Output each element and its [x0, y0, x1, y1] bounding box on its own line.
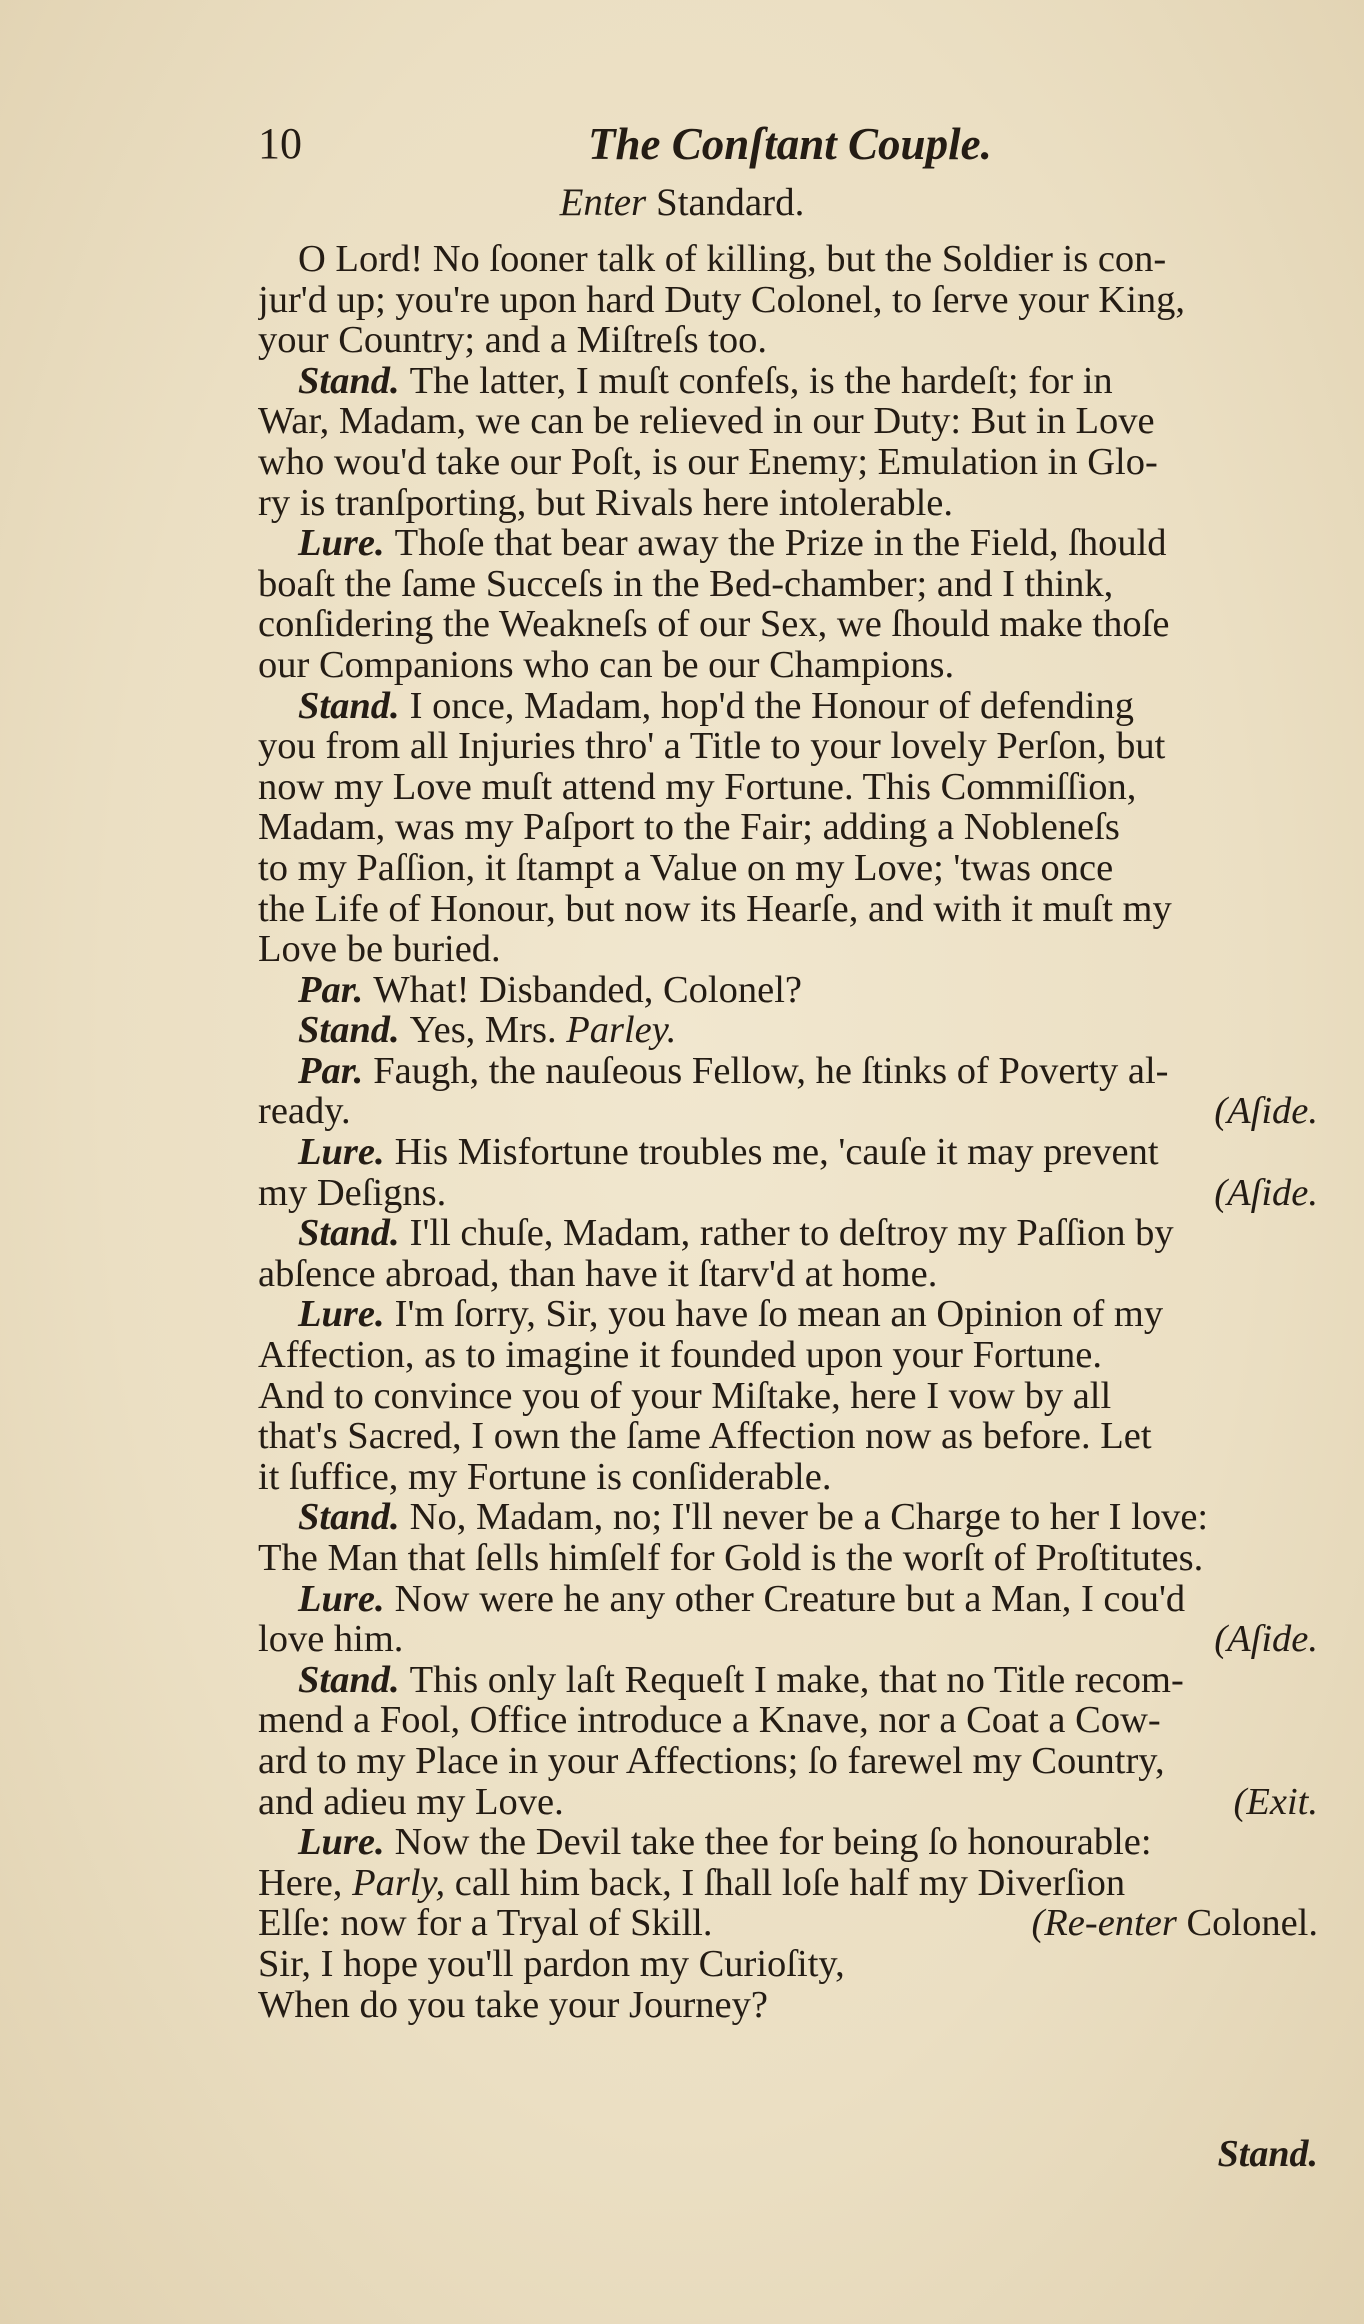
line-text: you from all Injuries thro' a Title to your lovely Perſon, but [258, 726, 1166, 767]
text-line [258, 645, 1318, 686]
dialogue-text [258, 239, 1318, 2025]
page-number: 10 [258, 119, 302, 168]
line-content [298, 1497, 1208, 1538]
aside-label: (Re-enter [1031, 1903, 1177, 1944]
line-content [298, 1822, 1152, 1863]
line-content [258, 280, 1185, 321]
line-content [258, 483, 953, 524]
text-line [258, 1538, 1318, 1579]
line-text: ry is tranſporting, but Rivals here intolerable. [258, 482, 953, 524]
speaker-name: Stand. [298, 1010, 400, 1051]
line-text: Now were he any other Creature but a Man, I cou'd [394, 1578, 1186, 1620]
line-content [298, 239, 1166, 280]
text-line [258, 1579, 1318, 1620]
line-content [258, 929, 501, 970]
text-line [258, 1700, 1318, 1741]
text-line [258, 401, 1318, 442]
line-text: This only laſt Requeſt I make, that no Title recom- [409, 1659, 1184, 1701]
text-line [258, 1985, 1318, 2026]
speaker-name: Par. [298, 969, 364, 1011]
line-content [258, 1782, 564, 1823]
text-line [258, 1660, 1318, 1701]
line-content [258, 889, 1172, 930]
text-line [258, 1822, 1318, 1863]
speaker-name: Lure. [298, 1822, 385, 1863]
line-content [298, 1294, 1163, 1335]
line-text: When do you take your Journey? [258, 1984, 768, 2026]
line-text: and adieu my Love. [258, 1781, 564, 1823]
text-line [258, 320, 1318, 361]
line-text: jur'd up; you're upon hard Duty Colonel, to ſerve your King, [258, 279, 1186, 321]
line-content [258, 1538, 1203, 1579]
stage-direction-aside [1234, 1782, 1318, 1823]
text-line [258, 1457, 1318, 1498]
line-text: What! Disbanded, Colonel? [373, 969, 802, 1011]
speaker-name: Lure. [298, 1294, 385, 1336]
line-content [258, 564, 1113, 605]
line-text: love him. [258, 1619, 404, 1660]
line-text: ready. [258, 1091, 351, 1133]
line-text: I'll chuſe, Madam, rather to deſtroy my Paſſion by [409, 1213, 1174, 1254]
line-content [298, 523, 1167, 564]
line-content [298, 361, 1113, 402]
line-content [258, 1985, 768, 2026]
text-line [258, 1376, 1318, 1417]
speaker-name: Stand. [298, 685, 400, 727]
line-text: that's Sacred, I own the ſame Affection now as before. Let [258, 1416, 1152, 1457]
line-content [258, 807, 1120, 848]
speaker-name: Stand. [298, 1497, 400, 1538]
speaker-name: Stand. [298, 360, 400, 402]
line-content [258, 1741, 1165, 1782]
line-content [258, 1700, 1161, 1741]
line-text: War, Madam, we can be relieved in our Duty: But in Love [258, 401, 1155, 442]
speaker-name: Lure. [298, 1578, 385, 1620]
text-line [258, 1051, 1318, 1092]
line-text: our Companions who can be our Champions. [258, 644, 955, 686]
italic-name: Parly, [352, 1862, 446, 1904]
text-line [258, 767, 1318, 808]
line-content [258, 1376, 1111, 1417]
text-line [258, 280, 1318, 321]
aside-label: (Aſide. [1214, 1091, 1318, 1133]
line-content [298, 1132, 1159, 1173]
line-content [258, 1457, 831, 1498]
text-line [258, 1863, 1318, 1904]
stage-direction-enter [0, 180, 1364, 225]
line-content [258, 1619, 403, 1660]
line-text: conſidering the Weakneſs of our Sex, we ſhould make thoſe [258, 604, 1170, 645]
text-line [258, 848, 1318, 889]
line-content [258, 604, 1169, 645]
line-text: Love be buried. [258, 929, 501, 970]
text-line [258, 361, 1318, 402]
line-text: I once, Madam, hop'd the Honour of defending [409, 685, 1134, 727]
page-header [258, 118, 1318, 178]
line-content [258, 1254, 937, 1295]
catchword: Stand. [1217, 2133, 1318, 2175]
text-line [258, 1132, 1318, 1173]
text-line [258, 807, 1318, 848]
text-line [258, 483, 1318, 524]
line-text: to my Paſſion, it ſtampt a Value on my Love; 'twas once [258, 847, 1114, 889]
line-text: No, Madam, no; I'll never be a Charge to her I love: [409, 1497, 1209, 1538]
text-line [258, 1254, 1318, 1295]
text-line [258, 1091, 1318, 1132]
line-content [258, 1335, 1102, 1376]
line-content [258, 1173, 446, 1214]
line-text: abſence abroad, than have it ſtarv'd at home. [258, 1253, 938, 1295]
text-line [258, 1010, 1318, 1051]
line-content [258, 1863, 1125, 1904]
text-line [258, 604, 1318, 645]
text-line [258, 564, 1318, 605]
running-title: The Conſtant Couple. [588, 119, 992, 169]
text-line [258, 1173, 1318, 1214]
line-content [258, 1416, 1152, 1457]
line-text: who wou'd take our Poſt, is our Enemy; Emulation in Glo- [258, 441, 1158, 483]
stage-direction-aside [1031, 1903, 1318, 1944]
line-text: your Country; and a Miſtreſs too. [258, 320, 767, 361]
line-content [258, 726, 1165, 767]
line-content [298, 1051, 1168, 1092]
text-line [258, 1782, 1318, 1823]
speaker-name: Stand. [298, 1213, 400, 1254]
line-text: I'm ſorry, Sir, you have ſo mean an Opinion of my [394, 1294, 1164, 1336]
line-text: Affection, as to imagine it founded upon your Fortune. [258, 1335, 1102, 1376]
line-content [258, 1944, 845, 1985]
line-text: Thoſe that bear away the Prize in the Field, ſhould [394, 523, 1167, 564]
text-line [258, 1335, 1318, 1376]
text-line [258, 1619, 1318, 1660]
text-line [258, 726, 1318, 767]
line-text: boaſt the ſame Succeſs in the Bed-chamber; and I think, [258, 563, 1114, 605]
line-text: The latter, I muſt confeſs, is the hardeſt; for in [409, 360, 1113, 402]
line-content [298, 1579, 1185, 1620]
line-text: Madam, was my Paſport to the Fair; adding a Nobleneſs [258, 807, 1120, 848]
line-text: Yes, Mrs. [409, 1010, 557, 1051]
aside-label: (Exit. [1233, 1781, 1318, 1823]
text-line [258, 970, 1318, 1011]
line-content [298, 1213, 1174, 1254]
line-text: The Man that ſells himſelf for Gold is the worſt of Proſtitutes. [258, 1538, 1204, 1579]
text-line [258, 442, 1318, 483]
text-line [258, 1497, 1318, 1538]
line-content [258, 442, 1158, 483]
line-content [258, 1091, 351, 1132]
line-text: it ſuffice, my Fortune is conſiderable. [258, 1456, 832, 1498]
aside-label: (Aſide. [1214, 1619, 1318, 1660]
line-text: mend a Fool, Office introduce a Knave, nor a Coat a Cow- [258, 1700, 1161, 1741]
text-line [258, 1416, 1318, 1457]
line-text: the Life of Honour, but now its Hearſe, and with it muſt my [258, 888, 1172, 930]
stage-direction-aside [1214, 1173, 1318, 1214]
line-text: Sir, I hope you'll pardon my Curioſity, [258, 1943, 845, 1985]
text-line [258, 1741, 1318, 1782]
line-content [258, 767, 1136, 808]
text-line [258, 1213, 1318, 1254]
stage-direction-character: Standard. [656, 181, 805, 224]
line-text: Now the Devil take thee for being ſo honourable: [394, 1822, 1152, 1863]
speaker-name: Par. [298, 1050, 364, 1092]
text-line [258, 889, 1318, 930]
line-content [298, 970, 802, 1011]
line-content [258, 401, 1155, 442]
text-line [258, 686, 1318, 727]
line-text: O Lord! No ſooner talk of killing, but the Soldier is con- [298, 239, 1167, 280]
line-text: now my Love muſt attend my Fortune. This Commiſſion, [258, 766, 1137, 808]
aside-character: Colonel. [1186, 1903, 1318, 1944]
text-line [258, 929, 1318, 970]
line-content [258, 645, 954, 686]
text-line [258, 523, 1318, 564]
text-line [258, 1903, 1318, 1944]
line-text: And to convince you of your Miſtake, here I vow by all [258, 1375, 1112, 1417]
line-text: call him back, I ſhall loſe half my Diverſion [454, 1862, 1126, 1904]
stage-direction-aside [1214, 1091, 1318, 1132]
line-text: ard to my Place in your Affections; ſo farewel my Country, [258, 1740, 1165, 1782]
speaker-name: Lure. [298, 523, 385, 564]
line-content [298, 1660, 1184, 1701]
line-text: Here, [258, 1862, 343, 1904]
line-text: my Deſigns. [258, 1172, 447, 1214]
line-content [298, 686, 1134, 727]
aside-label: (Aſide. [1214, 1172, 1318, 1214]
line-text: His Misfortune troubles me, 'cauſe it may prevent [394, 1132, 1159, 1173]
text-line [258, 1944, 1318, 1985]
line-content [298, 1010, 676, 1051]
line-content [258, 1903, 713, 1944]
text-line [258, 239, 1318, 280]
speaker-name: Stand. [298, 1659, 400, 1701]
line-text: Faugh, the nauſeous Fellow, he ſtinks of Poverty al- [373, 1050, 1169, 1092]
line-content [258, 320, 767, 361]
stage-direction-enter-word: Enter [559, 181, 647, 224]
italic-name: Parley. [566, 1010, 677, 1051]
line-text: Elſe: now for a Tryal of Skill. [258, 1903, 713, 1944]
speaker-name: Lure. [298, 1132, 385, 1173]
line-content [258, 848, 1113, 889]
stage-direction-aside [1214, 1619, 1318, 1660]
text-line [258, 1294, 1318, 1335]
